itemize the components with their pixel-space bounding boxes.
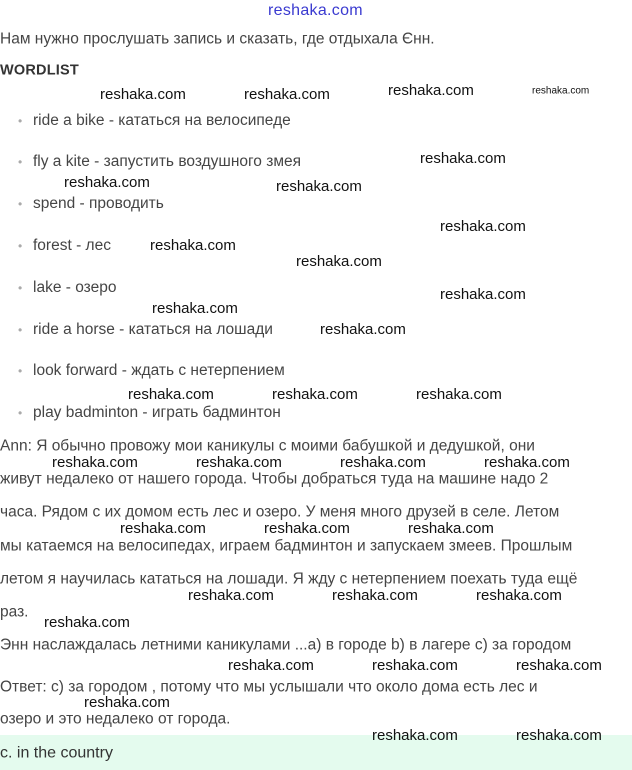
list-item-text: spend - проводить: [33, 195, 164, 212]
bullet-icon: •: [18, 364, 23, 378]
list-item: [18, 362, 285, 380]
bullet-icon: •: [18, 281, 23, 295]
intro-text: Нам нужно прослушать запись и сказать, где отдыхала Єнн.: [0, 30, 435, 48]
watermark: reshaka.com: [440, 286, 526, 303]
watermark: reshaka.com: [388, 82, 474, 99]
list-item-text: play badminton - играть бадминтон: [33, 404, 281, 421]
watermark: reshaka.com: [196, 453, 282, 471]
list-item: [18, 112, 291, 130]
watermark: reshaka.com: [264, 520, 350, 537]
watermark: reshaka.com: [44, 614, 130, 631]
list-item-text: fly a kite - запустить воздушного змея: [33, 153, 302, 170]
answer-line: Ответ: c) за городом , потому что мы услышали что около дома есть лес и: [0, 678, 538, 696]
watermark: reshaka.com: [128, 386, 214, 403]
watermark: reshaka.com: [420, 150, 506, 167]
bullet-icon: •: [18, 406, 23, 420]
story-line: мы катаемся на велосипедах, играем бадминтон и запускаем змеев. Прошлым: [0, 537, 573, 555]
bullet-icon: •: [18, 197, 23, 211]
wordlist-heading: WORDLIST: [0, 62, 79, 79]
list-item-text: lake - озеро: [33, 279, 117, 296]
watermark: reshaka.com: [516, 657, 602, 674]
watermark: reshaka.com: [120, 520, 206, 537]
list-item-text: ride a horse - кататься на лошади: [33, 321, 273, 338]
watermark: reshaka.com: [152, 300, 238, 317]
answer-line: озеро и это недалеко от города.: [0, 710, 231, 728]
watermark: reshaka.com: [532, 85, 590, 97]
watermark: reshaka.com: [228, 657, 314, 674]
list-item: [18, 404, 281, 422]
bullet-icon: •: [18, 114, 23, 128]
watermark: reshaka.com: [416, 386, 502, 403]
list-item: [18, 153, 301, 171]
list-item: [18, 237, 111, 255]
header-watermark: reshaka.com: [268, 2, 363, 19]
story-line: живут недалеко от нашего города. Чтобы добраться туда на машине надо 2: [0, 470, 549, 488]
watermark: reshaka.com: [440, 218, 526, 235]
watermark: reshaka.com: [100, 86, 186, 103]
final-answer: c. in the country: [0, 744, 113, 762]
story-line: летом я научилась кататься на лошади. Я жду с нетерпением поехать туда ещё: [0, 570, 578, 588]
story-line: часа. Рядом с их домом есть лес и озеро. У меня много друзей в селе. Летом: [0, 503, 560, 521]
question-text: Энн наслаждалась летними каникулами ...a) в городе b) в лагере c) за городом: [0, 636, 572, 654]
list-item: [18, 321, 273, 339]
list-item-text: ride a bike - кататься на велосипеде: [33, 112, 291, 129]
list-item: [18, 279, 116, 297]
watermark: reshaka.com: [372, 727, 458, 744]
watermark: reshaka.com: [320, 321, 406, 338]
bullet-icon: •: [18, 323, 23, 337]
watermark: reshaka.com: [188, 586, 274, 604]
watermark: reshaka.com: [340, 453, 426, 471]
list-item-text: look forward - ждать с нетерпением: [33, 362, 285, 379]
watermark: reshaka.com: [332, 586, 418, 604]
watermark: reshaka.com: [516, 727, 602, 744]
list-item-text: forest - лес: [33, 237, 111, 254]
watermark: reshaka.com: [484, 453, 570, 471]
watermark: reshaka.com: [372, 657, 458, 674]
watermark: reshaka.com: [296, 253, 382, 270]
watermark: reshaka.com: [476, 586, 562, 604]
watermark: reshaka.com: [272, 386, 358, 403]
watermark: reshaka.com: [52, 453, 138, 471]
watermark: reshaka.com: [84, 694, 170, 711]
watermark: reshaka.com: [150, 237, 236, 254]
watermark: reshaka.com: [276, 178, 362, 195]
watermark: reshaka.com: [64, 174, 150, 191]
list-item: [18, 195, 164, 213]
story-line: раз.: [0, 603, 29, 621]
story-line: Ann: Я обычно провожу мои каникулы с моими бабушкой и дедушкой, они: [0, 437, 535, 455]
bullet-icon: •: [18, 155, 23, 169]
bullet-icon: •: [18, 239, 23, 253]
watermark: reshaka.com: [408, 520, 494, 537]
watermark: reshaka.com: [244, 86, 330, 103]
